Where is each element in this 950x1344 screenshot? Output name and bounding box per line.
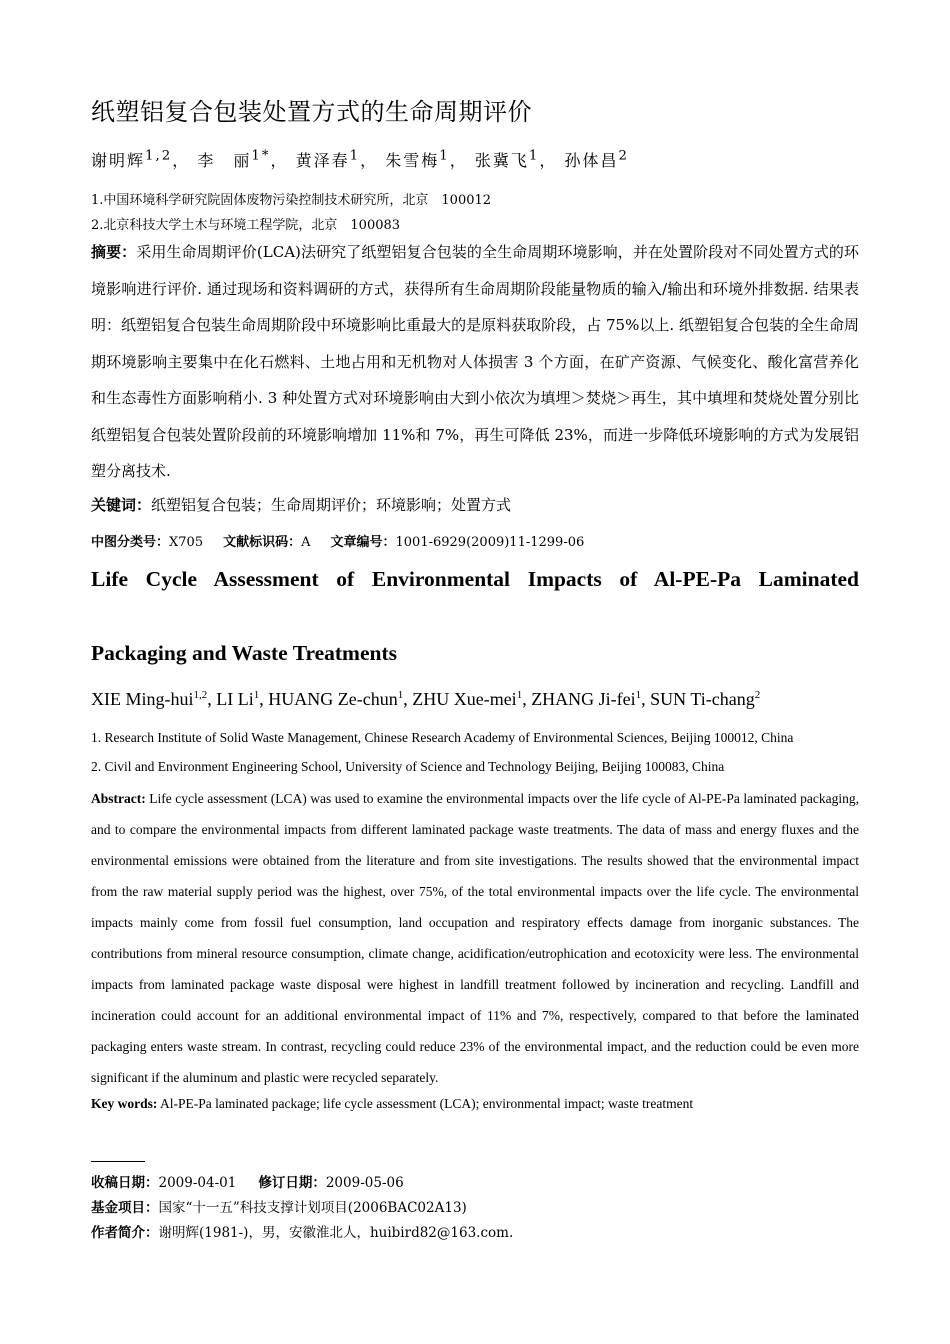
class-label: 中图分类号：: [91, 535, 170, 550]
english-authors: [91, 689, 760, 710]
dates-footnote: [91, 1171, 404, 1191]
article-number-label: 文章编号：: [330, 535, 396, 550]
author: 朱雪梅$^1$，: [385, 148, 468, 170]
keywords-text: 纸塑铝复合包装；生命周期评价；环境影响；处置方式: [151, 496, 512, 514]
author: XIE Ming-hui$^{1,2}$,: [91, 689, 217, 709]
footnote-divider: [91, 1161, 145, 1162]
english-title: [91, 562, 859, 670]
author-bio-footnote: [91, 1221, 513, 1241]
revised-label: 修订日期：: [258, 1175, 326, 1191]
chinese-title: 纸塑铝复合包装处置方式的生命周期评价: [91, 98, 532, 126]
author: ZHANG Ji-fei$^1$,: [531, 689, 651, 709]
author: 谢明辉$^{1,2}$，: [91, 148, 191, 170]
keywords-label: Key words:: [91, 1096, 158, 1111]
classification-line: [91, 531, 584, 550]
author: HUANG Ze-chun$^1$,: [268, 689, 413, 709]
english-affiliation-1: 1. Research Institute of Solid Waste Management, Chinese Research Academy of Environmental Sciences, Beijing 100012, China: [91, 730, 794, 745]
class-value: X705: [169, 535, 204, 550]
author: 孙体昌$^2$: [564, 148, 629, 170]
english-title-line-2: Packaging and Waste Treatments: [91, 641, 397, 665]
bio-label: 作者简介：: [91, 1225, 159, 1241]
english-affiliation-2: 2. Civil and Environment Engineering School, University of Science and Technology Beijing, Beijing 100083, China: [91, 759, 725, 774]
received-date: 2009-04-01: [158, 1175, 237, 1191]
received-label: 收稿日期：: [91, 1175, 159, 1191]
fund-footnote: [91, 1196, 467, 1216]
bio-value: 谢明辉(1981-)，男，安徽淮北人，huibird82@163.com.: [158, 1225, 514, 1241]
abstract-label: 摘要：: [91, 243, 137, 261]
author: LI Li$^1$,: [216, 689, 269, 709]
abstract-text: Life cycle assessment (LCA) was used to examine the environmental impacts over the life cycle of Al-PE-Pa laminated packaging, and to compare the environmental impacts from different laminated package waste treatments. The data of mass and energy fluxes and the environmental emissions were obtained from the literature and from site investigations. The results showed that the environmental impact from the raw material supply period was the highest, over 75%, of the total environmental impacts over the life cycle. The environmental impacts mainly come from fossil fuel consumption, land occupation and respiratory effects damage from inorganic substances. The contributions from mineral resource consumption, climate change, acidification/eutrophication and ecotoxicity were less. The environmental impacts from laminated package waste disposal were highest in landfill treatment followed by incineration and recycling. Landfill and incineration could account for an additional environmental impact of 11% and 7%, respectively, compared to that before the laminated packaging enters waste stream. In contrast, recycling could reduce 23% of the environmental impact, and the reduction could be even more significant if the aluminum and plastic were recycled separately.: [91, 791, 859, 1085]
english-title-line-1: Life Cycle Assessment of Environmental Impacts of Al-PE-Pa Laminated: [91, 567, 859, 591]
fund-value: 国家“十一五”科技支撑计划项目(2006BAC02A13): [158, 1200, 467, 1216]
doc-code-label: 文献标识码：: [223, 535, 302, 550]
author: 黄泽春$^1$，: [295, 148, 379, 170]
keywords-label: 关键词：: [91, 496, 152, 514]
abstract-text: 采用生命周期评价(LCA)法研究了纸塑铝复合包装的全生命周期环境影响，并在处置阶段对不同处置方式的环境影响进行评价. 通过现场和资料调研的方式，获得所有生命周期阶段能量物质的输入/输出和环境外排数据. 结果表明：纸塑铝复合包装生命周期阶段中环境影响比重最大的是原料获取阶段，占 75%以上. 纸塑铝复合包装的全生命周期环境影响主要集中在化石燃料、土地占用和无机物对人体损害 3 个方面，在矿产资源、气候变化、酸化富营养化和生态毒性方面影响稍小. 3 种处置方式对环境影响由大到小依次为填埋＞焚烧＞再生，其中填埋和焚烧处置分别比纸塑铝复合包装处置阶段前的环境影响增加 11%和 7%，再生可降低 23%，而进一步降低环境影响的方式为发展铝塑分离技术.: [91, 243, 859, 480]
chinese-authors: [91, 148, 629, 171]
chinese-abstract: [91, 234, 859, 490]
article-number-value: 1001-6929(2009)11-1299-06: [395, 535, 585, 550]
author: ZHU Xue-mei$^1$,: [412, 689, 532, 709]
doc-code-value: A: [301, 535, 311, 550]
chinese-keywords: [91, 494, 511, 515]
english-keywords: [91, 1096, 693, 1112]
abstract-label: Abstract:: [91, 791, 146, 806]
chinese-affiliation-1: 1.中国环境科学研究院固体废物污染控制技术研究所，北京 100012: [91, 193, 492, 208]
author: SUN Ti-chang$^2$: [650, 689, 761, 709]
chinese-affiliation-2: 2.北京科技大学土木与环境工程学院，北京 100083: [91, 218, 401, 233]
fund-label: 基金项目：: [91, 1200, 159, 1216]
author: 李 丽$^{1*}$，: [197, 148, 289, 170]
revised-date: 2009-05-06: [325, 1175, 404, 1191]
author: 张冀飞$^1$，: [474, 148, 558, 170]
english-abstract: [91, 783, 859, 1093]
keywords-text: Al-PE-Pa laminated package; life cycle assessment (LCA); environmental impact; waste treatment: [157, 1096, 694, 1111]
